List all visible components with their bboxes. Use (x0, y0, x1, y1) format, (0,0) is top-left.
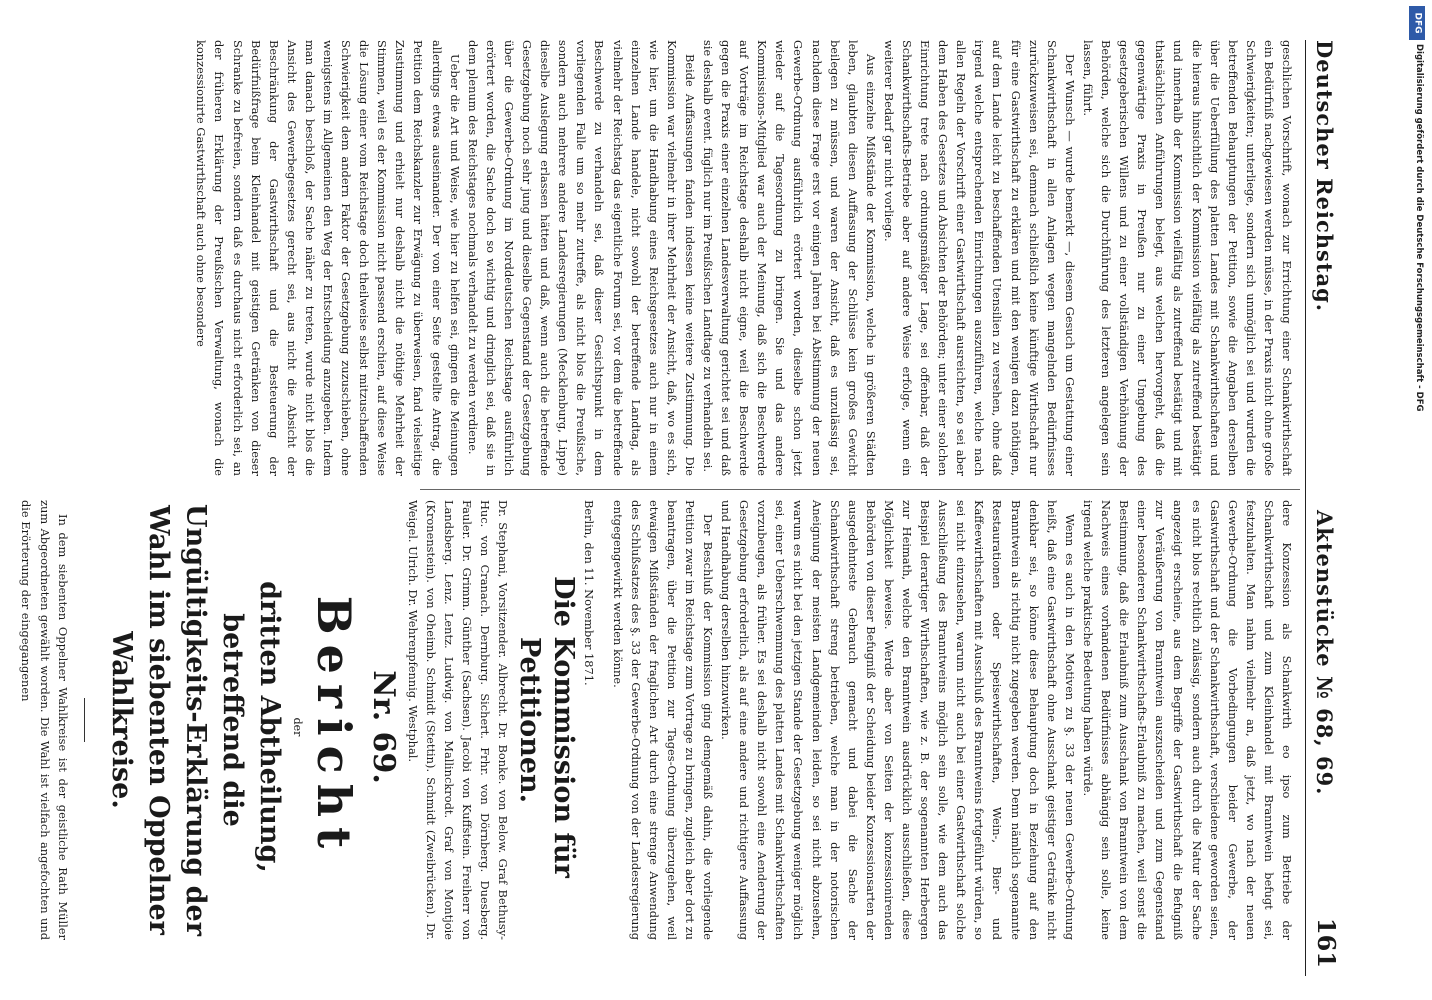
paragraph: Der Wunsch — wurde bemerkt —, diesem Gesuch um Gestattung einer Schankwirthschaft in allen Anlagen wegen mangelnden Bedürfnisses zurückzuweisen sei, demnach schließlich keine künftige Wirthschaft nur für eine Gastwirthschaft zu erklären und mit den wenigen dazu nöthigen, auf dem Lande leicht zu beschaffenden Utensilien zu versehen, ohne daß irgend welche entsprechenden Einrichtungen auszuführen, welche nach allen Regeln der Vorschrift einer Gastwirthschaft ausreichten, so sei aber dem Haben des Gesetzes und Absichten der Behörden; unter einer solchen Einrichtung trete nach ordnungsmäßiger Lage, sei offenbar, daß der Schankwirthschafts-Betriebe aber auf andere Weise erfolge, wenn ein weiterer Bedarf gar nicht vorliege. (881, 40, 1077, 476)
paragraph: Beide Auffassungen fanden indessen keine weitere Zustimmung. Die Kommission war vielmehr in ihrer Mehrheit der Ansicht, daß, wo es sich, wie hier, um die Handhabung eines Reichsgesetzes auch nur in einem einzelnen Lande handele, nicht sowohl der betreffende Landtag, als vielmehr der Reichstag das eigentliche Forum sei, vor dem die betreffende Beschwerde zu verhandeln sei, daß dieser Gesichtspunkt in dem vorliegenden Falle um so mehr zutreffe, als nicht blos die Preußische, sondern auch mehrere andere Landesregierungen (Mecklenburg, Lippe) dieselbe Auslegung erlassen hätten und daß, wenn auch die betreffende Gesetzgebung noch sehr jung und dieselbe Gegenstand der Gesetzgebung über die Gewerbe-Ordnung im Norddeutschen Reichstage ausführlich erörtert worden, die Sache doch so wichtig und dringlich sei, daß sie in dem plenum des Reichstages nochmals verhandelt zu werden verdiene. (465, 40, 697, 476)
short-divider (84, 698, 85, 742)
dfg-logo: DFG (1409, 6, 1425, 40)
paragraph: Aus einzelne Mißstände der Kommission, welche in größeren Städten leben, glaubten diesen Auffassung der Schlüsse kein großes Gewicht beilegen zu müssen, und waren der Ansicht, daß es unzulässig sei, nachdem diese Frage erst vor einigen Jahren bei Abstimmung der neuen Gewerbe-Ordnung ausführlich erörtert worden, dieselbe schon jetzt wieder auf die Tagesordnung zu bringen. Sie und das andere Kommissions-Mitglied war auch der Meinung, daß sich die Beschwerde auf Vorträge im Reichstage deshalb nicht eigne, weil die Beschwerde gegen die Praxis einer einzelnen Landesverwaltung gerichtet sei und daß sie deshalb event. füglich nur im Preußischen Landtage zu verhandeln sei. (701, 40, 878, 476)
page-number: 161 (1312, 917, 1341, 968)
paragraph: In dem siebenten Oppelner Wahlkreise ist der geistliche Rath Müller zum Abgeordneten gewählt worden. Die Wahl ist vielfach angefochten und die Erörterung der eingegangenen (19, 500, 70, 940)
paragraph: dere Konzession als Schankwirth eo ipso zum Betriebe der Schankwirthschaft und zum Kleinhandel mit Branntwein befugt sei, festzuhalten. Man nahm vielmehr an, daß jetzt, wo nach der neuen Gewerbe-Ordnung die Vorbedingungen beider Gewerbe, der Gastwirthschaft und der Schankwirthschaft, verschiedene geworden seien, es nicht blos rechtlich zulässig, sondern auch durch die Natur der Sache angezeigt erscheine, aus dem Begriffe der Gastwirthschaft die Befugniß zur Veräußerung von Branntwein auszuscheiden und zum Gegenstand einer besonderen Schankwirthschafts-Erlaubniß zu machen, weil sonst die Bestimmung, daß die Erlaubniß zum Ausschank von Branntwein von dem Nachweis eines vorhandenen Bedürfnisses abhängig sein solle, keine irgend welche praktische Bedeutung haben würde. (1080, 500, 1294, 940)
paragraph: Wenn es auch in den Motiven zu §. 33 der neuen Gewerbe-Ordnung heißt, daß eine Gastwirthschaft ohne Ausschank geistiger Getränke nicht denkbar sei, so könne diese Behauptung doch in Beziehung auf den Branntwein als richtig nicht zugegeben werden. Denn nämlich sogenannte Restaurationen oder Speisewirthschaften, Wein-, Bier- und Kaffeewirthschaften mit Ausschluß des Branntweins fortgeführt würden, so sei nicht einzusehen, warum nicht auch bei einer Gastwirthschaft solche Ausschließung des Branntweins möglich sein solle, wie dem auch das Beispiel derartiger Wirthschaften, wie z. B. der sogenannten Herbergen zur Heimath, welche den Branntwein ausdrücklich ausschließen, diese Möglichkeit beweise. Werde aber von Seiten der konzessionirenden Behörden von dieser Befugniß der Scheidung beider Konzessionsarten der ausgedehnteste Gebrauch gemacht und dabei die Sache der Schankwirthschaft streng betrieben, welche man in der notorischen Aneignung der meisten Landgemeinden leiden, so sei nicht abzusehen, warum es nicht bei den jetzigen Stande der Gesetzgebung weniger möglich sei, einer Ueberschwemmung des platten Landes mit Schankwirthschaften vorzubeugen, als früher. Es sei deshalb nicht sowohl eine Aenderung der Gesetzgebung erforderlich, als auf eine andere und richtigere Auffassung und Handhabung derselben hinzuwirken. (719, 500, 1077, 940)
digitization-strip (1402, 0, 1432, 1000)
rotated-scanned-page (19, 0, 1400, 1000)
running-title: Deutscher Reichstag. (1312, 40, 1337, 313)
document-number-heading: Aktenstücke № 68, 69. (1312, 510, 1337, 796)
member-list: Dr. Stephani, Vorsitzender. Albrecht. Dr. Bonke. von Below. Graf Bethusy-Huc. von Cranach. Dernburg. Sichert. Frhr. von Dörnberg. Duesberg. Fauler. Dr. Grimm. Günther (Sachsen). Jacobi von Kuffstein. Freiherr von Landsberg. Lenz. Lentz. Ludwig. von Mallinckrodt. Graf von Montjoie (Kronenstein). von Oheimb. Schmidt (Stettin). Schmidt (Zweibrücken). Dr. Weigel. Ulrich. Dr. Wehrenpfennig. Westphal. (405, 500, 511, 940)
report-subject: dritten Abtheilung, betreffend die Ungültigkeits-Erklärung der Wahl im siebenten Oppelner Wahlkreise. (105, 504, 285, 936)
text-column-left (194, 40, 1296, 476)
commission-title: Die Kommission für Petitionen. (514, 576, 580, 878)
report-connector: der (290, 717, 304, 737)
paragraph: geschlichen Vorschrift, wonach zur Errichtung einer Schankwirthschaft ein Bedürfniß nachgewiesen werden müsse, in der Praxis nicht ohne große Schwierigkeiten; unterliege, sondern sich unmöglich sei und wurden die betreffenden Behauptungen der Petition, sowie die Angaben derselben über die Ueberfüllung des platten Landes mit Schankwirthschaften und die hieraus hinsichtlich der Kommission vielfältig als zutreffend bestätigt und innerhalb der Kommission vielfältig als zutreffend bestätigt und mit thatsächlichen Anführungen belegt, aus welchen hervorgeht, daß die gegenwärtige Praxis in Preußen nur zu einer Umgebung des gesetzgeberischen Willens und zu einer vollständigen Verhöhnung der Behörden, welche sich die Durchführung des letzteren angelegen sein lassen, führt. (1080, 40, 1294, 476)
text-column-right (19, 500, 1296, 940)
report-heading: Bericht (306, 595, 361, 859)
date-line: Berlin, den 11. November 1871. (582, 500, 597, 686)
report-number: Nr. 69. (365, 670, 401, 784)
column-divider (420, 489, 1300, 490)
paragraph: Ueber die Art und Weise, wie hier zu helfen sei, gingen die Meinungen allerdings etwas auseinander. Der von einer Seite gestellte Antrag, die Petition dem Reichskanzler zur Erwägung zu überweisen, fand vielseitige Zustimmung und erhielt nur deshalb nicht die nöthige Mehrheit der Stimmen, weil es der Kommission nicht passend erschien, auf diese Weise die Lösung einer vom Reichstage doch theilweise selbst mitzuschaffenden Schwierigkeit dem andern Faktor der Gesetzgebung zuzuschieben, ohne wenigstens im Allgemeinen den Weg der Entscheidung anzugeben. Indem man danach beschloß, der Sache näher zu treten, wurde nicht blos die Ansicht des Gewerbegesetzes gerecht sei, aus nicht die Absicht der Beschränkung der Gastwirthschaft und die Besteuerung der Bedürfnißfrage beim Kleinhandel mit geistigen Getränken von dieser Schranke zu befreien, sondern daß es durchaus nicht erforderlich sei, an der früheren Erklärung der Preußischen Verwaltung, wonach die konzessionirte Gastwirthschaft auch ohne besondere (194, 40, 462, 476)
digitization-note: Digitalisierung gefördert durch die Deutsche Forschungsgemeinschaft - DFG (1414, 44, 1424, 412)
paragraph: Der Beschluß der Kommission ging demgemäß dahin, die vorliegende Petition zwar im Reichstage zum Vortrage zu bringen, zugleich aber dort zu beantragen, über die Petition zur Tages-Ordnung überzugehen, weil etwaigen Mißständen der fraglichen Art durch eine strenge Anwendung des Schlußsatzes des §. 33 der Gewerbe-Ordnung von der Landesregierung entgegengewirkt werden könne. (610, 500, 715, 940)
page-header (1305, 40, 1344, 976)
